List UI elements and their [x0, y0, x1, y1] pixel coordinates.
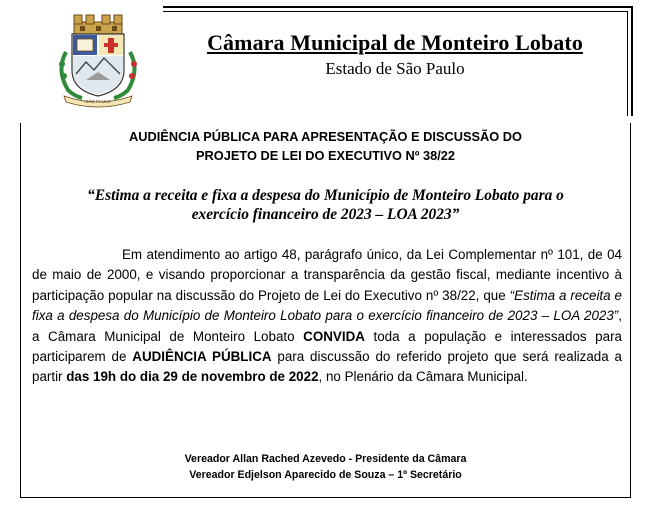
- signature-secretary: Vereador Edjelson Aparecido de Souza – 1º Secretário: [189, 468, 462, 481]
- chamber-title: Câmara Municipal de Monteiro Lobato: [207, 30, 583, 55]
- shield-icon: [72, 34, 124, 96]
- notice-paragraph: [32, 245, 622, 388]
- bill-quote: [20, 186, 631, 224]
- para-quote: “Estima a receita e fixa a despesa do Município de Monteiro Lobato para o exercício financeiro de 2023 – LOA 2023”: [32, 287, 623, 324]
- notice-headline: [20, 127, 631, 165]
- quote-line-1: “Estima a receita e fixa a despesa do Município de Monteiro Lobato para o: [87, 187, 564, 204]
- header-frame-right-outer: [631, 6, 633, 116]
- signatures: [20, 452, 631, 483]
- header-frame-top-inner: [163, 11, 628, 12]
- para-date: das 19h do dia 29 de novembro de 2022: [66, 369, 319, 385]
- para-part-1: Em atendimento ao artigo 48, parágrafo único, da Lei Complementar nº 101, de 04 de maio de 2000, e visando proporcionar a transparência da gestão fiscal, mediante incentivo à participação popular na discussão do Projeto de Lei do Executivo nº 38/22, que: [32, 247, 622, 303]
- para-convida: CONVIDA: [303, 328, 365, 344]
- para-part-5: , no Plenário da Câmara Municipal.: [318, 369, 528, 385]
- crown-icon: [74, 15, 122, 34]
- headline-line-1: AUDIÊNCIA PÚBLICA PARA APRESENTAÇÃO E DISCUSSÃO DO: [129, 129, 522, 144]
- para-part-3: toda a população e interessados para participarem de: [32, 328, 622, 365]
- para-part-4: para discussão do referido projeto que será realizada a partir: [32, 349, 622, 385]
- quote-line-2: exercício financeiro de 2023 – LOA 2023”: [191, 206, 460, 223]
- signature-president: Vereador Allan Rached Azevedo - Presidente da Câmara: [184, 453, 467, 465]
- crest-ribbon-text: SÃO PAULO: [85, 99, 111, 104]
- para-audiencia: AUDIÊNCIA PÚBLICA: [132, 349, 272, 365]
- para-part-2: , a Câmara Municipal de Monteiro Lobato: [32, 308, 622, 344]
- municipal-coat-of-arms: [52, 12, 144, 108]
- chamber-state: Estado de São Paulo: [325, 59, 465, 78]
- headline-line-2: PROJETO DE LEI DO EXECUTIVO Nº 38/22: [195, 148, 456, 163]
- header-frame-top-outer: [163, 6, 633, 8]
